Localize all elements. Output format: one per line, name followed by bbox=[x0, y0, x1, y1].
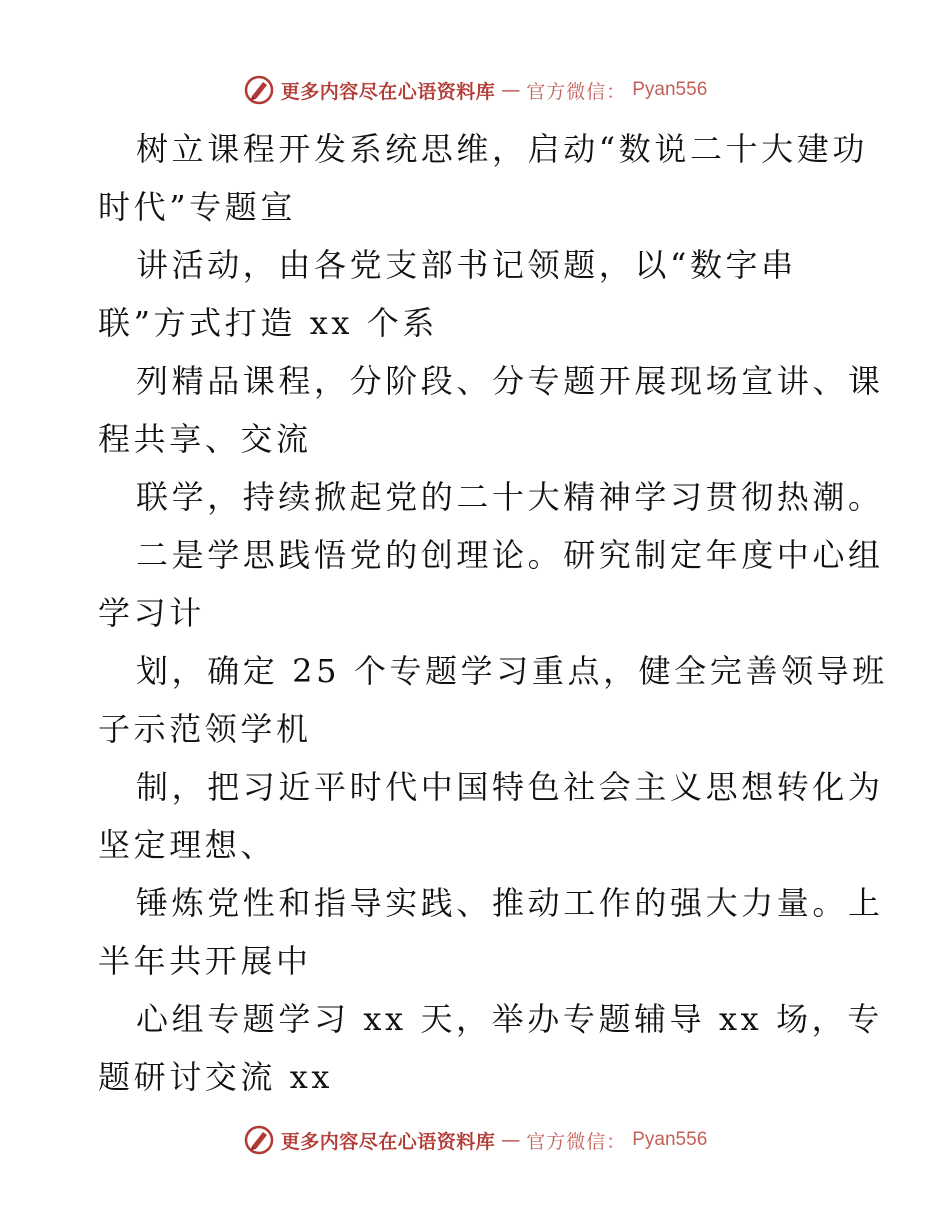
body-text-line: 坚定理想、 bbox=[98, 826, 277, 864]
logo-icon bbox=[243, 1124, 275, 1156]
banner-site-text: 更多内容尽在心语资料库 bbox=[280, 1130, 496, 1153]
body-text-line: 制，把习近平时代中国特色社会主义思想转化为 bbox=[136, 768, 884, 806]
body-text-line: 划，确定 25 个专题学习重点，健全完善领导班 bbox=[136, 652, 888, 690]
document-body bbox=[98, 120, 888, 1106]
body-text-line: 心组专题学习 xx 天，举办专题辅导 xx 场，专 bbox=[136, 1000, 883, 1038]
footer-banner bbox=[0, 1120, 950, 1160]
body-text-line: 联学，持续掀起党的二十大精神学习贯彻热潮。 bbox=[136, 478, 884, 516]
body-text-line: 联”方式打造 xx 个系 bbox=[98, 304, 438, 342]
logo-icon bbox=[243, 74, 275, 106]
body-text-line: 讲活动，由各党支部书记领题，以“数字串 bbox=[136, 246, 797, 284]
body-text-line: 子示范领学机 bbox=[98, 710, 312, 748]
banner-wechat-id: Pyan556 bbox=[632, 1129, 708, 1150]
banner-wechat-id: Pyan556 bbox=[632, 79, 708, 100]
body-text-line: 锤炼党性和指导实践、推动工作的强大力量。上 bbox=[136, 884, 884, 922]
banner-site-text: 更多内容尽在心语资料库 bbox=[280, 80, 496, 103]
body-text-line: 列精品课程，分阶段、分专题开展现场宣讲、课 bbox=[136, 362, 884, 400]
banner-label: 官方微信： bbox=[526, 1130, 627, 1153]
banner-dash: — bbox=[501, 1129, 521, 1151]
body-text-line: 题研讨交流 xx bbox=[98, 1058, 334, 1096]
body-text-line: 二是学思践悟党的创理论。研究制定年度中心组 bbox=[136, 536, 884, 574]
header-banner bbox=[0, 70, 950, 110]
banner-dash: — bbox=[501, 79, 521, 101]
body-text-line: 时代”专题宣 bbox=[98, 188, 296, 226]
body-text-line: 树立课程开发系统思维，启动“数说二十大建功 bbox=[136, 130, 868, 168]
banner-label: 官方微信： bbox=[526, 80, 627, 103]
body-text-line: 半年共开展中 bbox=[98, 942, 312, 980]
body-text-line: 学习计 bbox=[98, 594, 205, 632]
body-text-line: 程共享、交流 bbox=[98, 420, 312, 458]
